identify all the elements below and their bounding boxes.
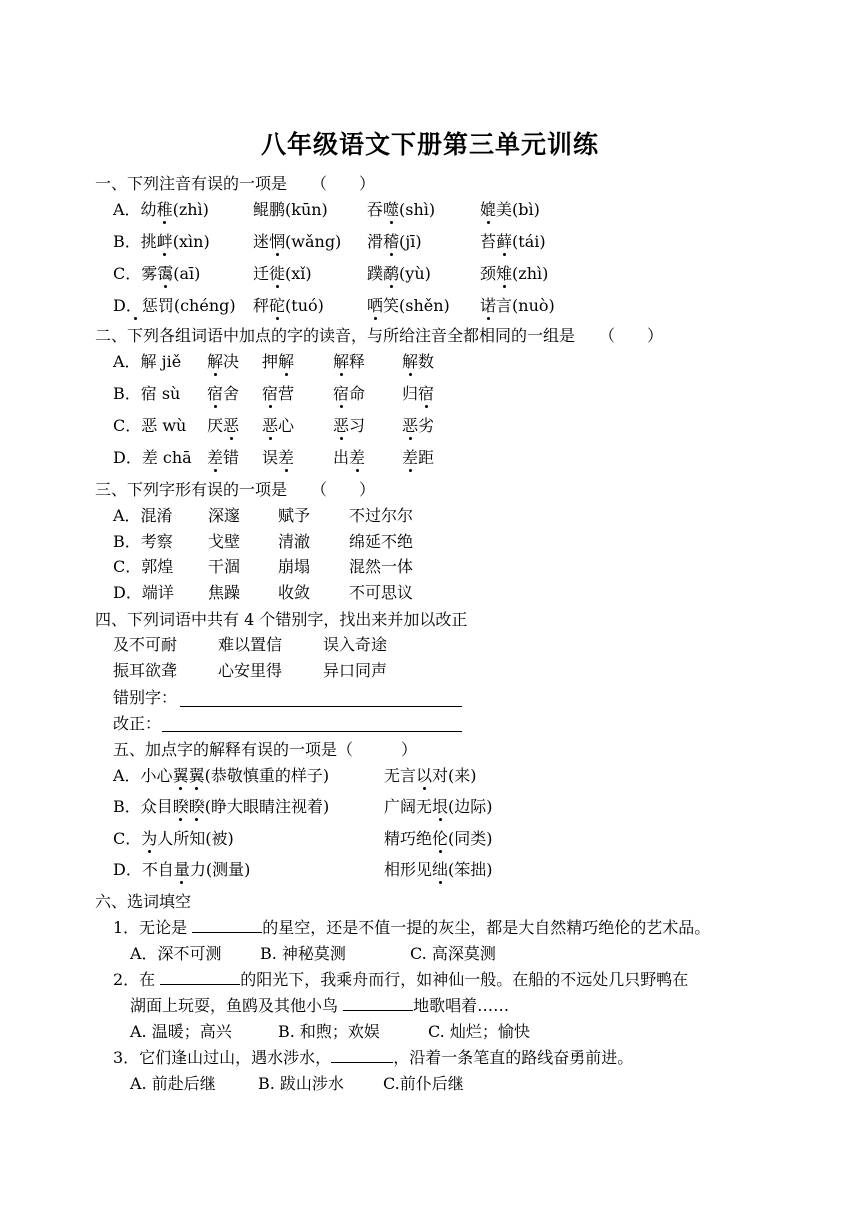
q6-sentence-2-line2: 湖面上玩耍，鱼鸥及其他小鸟 地歌唱着…… <box>130 996 510 1015</box>
dotted-char: 稽 <box>383 232 400 251</box>
q6-s2-option-b: B. 和煦；欢娱 <box>278 1022 380 1041</box>
q2-word: 恶习 <box>333 416 366 435</box>
dotted-char: 哂 <box>367 296 384 315</box>
q1-option-3-3: 诺言(nuò) <box>480 296 555 315</box>
q1-stem: 一、下列注音有误的一项是 （ ） <box>95 174 376 193</box>
q5-option-b: 广阔无垠(边际) <box>384 797 493 816</box>
q2-word: 出差 <box>333 448 366 467</box>
q4-word: 难以置信 <box>218 635 283 654</box>
q3-word: 深邃 <box>208 506 241 525</box>
q1-option-0-1: 鲲鹏(kūn) <box>253 200 328 219</box>
dotted-char: 惘 <box>269 232 286 251</box>
q1-option-0-3: 媲美(bì) <box>480 200 540 219</box>
dotted-char: 稚 <box>156 200 173 219</box>
q2-word: 宿营 <box>262 384 295 403</box>
dotted-char: 砣 <box>269 296 286 315</box>
q6-sentence-3: 3．它们逢山过山，遇水涉水， ，沿着一条笔直的路线奋勇前进。 <box>113 1048 634 1067</box>
correction-answer-line[interactable] <box>162 731 462 732</box>
q1-option-3-1: 秤砣(tuó) <box>253 296 324 315</box>
dotted-char: 伦 <box>432 829 449 848</box>
q2-word: 恶劣 <box>402 416 435 435</box>
q6-sentence-2: 2．在 的阳光下，我乘舟而行，如神仙一般。在船的不远处几只野鸭在 <box>113 970 689 989</box>
dotted-char: 量 <box>173 860 190 879</box>
q6-stem: 六、选词填空 <box>95 892 192 911</box>
q6-s3-option-b: B. 跋山涉水 <box>258 1074 344 1093</box>
dotted-char: 睽 <box>172 797 189 816</box>
q1-option-2-0: C．雾霭(aī) <box>113 264 201 283</box>
q3-word: D．端详 <box>113 583 174 602</box>
q3-word: 绵延不绝 <box>349 532 414 551</box>
q1-option-1-2: 滑稽(jī) <box>367 232 422 251</box>
q6-s1-option-c: C. 高深莫测 <box>410 944 496 963</box>
dotted-char: 为 <box>141 829 158 848</box>
q3-word: 收敛 <box>278 583 311 602</box>
q1-option-0-0: A．幼稚(zhì) <box>113 200 209 219</box>
page-title: 八年级语文下册第三单元训练 <box>260 130 599 159</box>
q2-word: 差错 <box>207 448 240 467</box>
q3-stem: 三、下列字形有误的一项是 （ ） <box>95 480 376 499</box>
dotted-char: 翼 <box>172 766 189 785</box>
q3-word: 崩塌 <box>278 557 311 576</box>
q5-option-a: B．众目睽睽(睁大眼睛注视着) <box>113 797 330 816</box>
q5-stem: 五、加点字的解释有误的一项是（ ） <box>113 740 418 759</box>
q1-option-1-1: 迷惘(wǎng) <box>253 232 342 251</box>
q2-word: 押解 <box>262 352 295 371</box>
dotted-char: 鹬 <box>383 264 400 283</box>
fill-blank[interactable] <box>343 996 413 1011</box>
wrong-char-label: 错别字： <box>113 688 178 707</box>
q2-word: 宿命 <box>333 384 366 403</box>
q5-option-a: C．为人所知(被) <box>113 829 234 848</box>
q4-word: 及不可耐 <box>113 635 178 654</box>
q6-s1-option-b: B. 神秘莫测 <box>260 944 346 963</box>
dotted-char: 绌 <box>432 860 449 879</box>
q3-word: B．考察 <box>113 532 173 551</box>
q3-word: 混然一体 <box>349 557 414 576</box>
dotted-char: 藓 <box>496 232 513 251</box>
q2-word: 恶心 <box>262 416 295 435</box>
q4-word: 误入奇途 <box>323 635 388 654</box>
q4-stem: 四、下列词语中共有 4 个错别字，找出来并加以改正 <box>95 610 468 629</box>
q1-option-2-2: 蹼鹬(yù) <box>367 264 431 283</box>
wrong-char-answer-line[interactable] <box>180 706 462 707</box>
q5-option-b: 精巧绝伦(同类) <box>384 829 493 848</box>
q2-option-head: B．宿 sù <box>113 384 181 403</box>
q2-option-head: A．解 jiě <box>113 352 182 371</box>
q6-s2-option-a: A. 温暖；高兴 <box>130 1022 232 1041</box>
q4-word: 心安里得 <box>218 661 283 680</box>
q6-s3-option-c: C.前仆后继 <box>383 1074 464 1093</box>
q3-word: 干涸 <box>208 557 241 576</box>
q3-word: 赋予 <box>278 506 311 525</box>
q1-option-1-3: 苔藓(tái) <box>480 232 546 251</box>
dotted-char: 诺 <box>480 296 497 315</box>
q2-word: 归宿 <box>402 384 435 403</box>
q6-sentence-1: 1．无论是 的星空，还是不值一提的灰尘，都是大自然精巧绝伦的艺术品。 <box>113 918 711 937</box>
q2-word: 误差 <box>262 448 295 467</box>
q5-option-a: A．小心翼翼(恭敬慎重的样子) <box>113 766 330 785</box>
dotted-char: 垠 <box>432 797 449 816</box>
q2-stem: 二、下列各组词语中加点的字的读音，与所给注音全都相同的一组是 （ ） <box>95 326 664 345</box>
q3-word: A．混淆 <box>113 506 173 525</box>
dotted-char: 衅 <box>156 232 173 251</box>
q2-word: 宿舍 <box>207 384 240 403</box>
q4-word: 异口同声 <box>323 661 388 680</box>
q6-s2-option-c: C. 灿烂；愉快 <box>428 1022 530 1041</box>
dotted-char: 雉 <box>496 264 513 283</box>
dotted-char: 以 <box>416 766 433 785</box>
q2-word: 解决 <box>207 352 240 371</box>
q3-word: 不过尔尔 <box>349 506 414 525</box>
q6-s3-option-a: A. 前赴后继 <box>130 1074 216 1093</box>
q5-option-b: 无言以对(来) <box>384 766 477 785</box>
q3-word: 清澈 <box>278 532 311 551</box>
q2-word: 解释 <box>333 352 366 371</box>
dotted-char: 徙 <box>269 264 286 283</box>
q3-word: 不可思议 <box>349 583 414 602</box>
q2-option-head: C．恶 wù <box>113 416 187 435</box>
q3-word: 焦躁 <box>208 583 241 602</box>
fill-blank[interactable] <box>160 970 240 985</box>
q3-word: C．郭煌 <box>113 557 174 576</box>
correction-label: 改正： <box>113 714 162 733</box>
q2-word: 解数 <box>402 352 435 371</box>
dotted-char: D．惩 <box>113 296 158 315</box>
q4-word: 振耳欲聋 <box>113 661 178 680</box>
q1-option-3-0: D．惩罚(chéng) <box>113 296 236 315</box>
dotted-char: 噬 <box>383 200 400 219</box>
fill-blank[interactable] <box>331 1048 393 1063</box>
q6-s1-option-a: A．深不可测 <box>130 944 222 963</box>
q2-word: 厌恶 <box>207 416 240 435</box>
q3-word: 戈壁 <box>208 532 241 551</box>
dotted-char: 媲 <box>480 200 497 219</box>
q2-word: 差距 <box>402 448 435 467</box>
q1-option-3-2: 哂笑(shěn) <box>367 296 450 315</box>
q1-option-0-2: 吞噬(shì) <box>367 200 436 219</box>
q1-option-2-1: 迁徙(xǐ) <box>253 264 312 283</box>
q1-option-1-0: B．挑衅(xìn) <box>113 232 210 251</box>
q2-option-head: D．差 chā <box>113 448 192 467</box>
q1-option-2-3: 颈雉(zhì) <box>480 264 549 283</box>
dotted-char: 霭 <box>157 264 174 283</box>
dotted-char: 翼 <box>188 766 205 785</box>
q5-option-b: 相形见绌(笨拙) <box>384 860 493 879</box>
q5-option-a: D．不自量力(测量) <box>113 860 251 879</box>
fill-blank[interactable] <box>192 918 262 933</box>
dotted-char: 睽 <box>188 797 205 816</box>
